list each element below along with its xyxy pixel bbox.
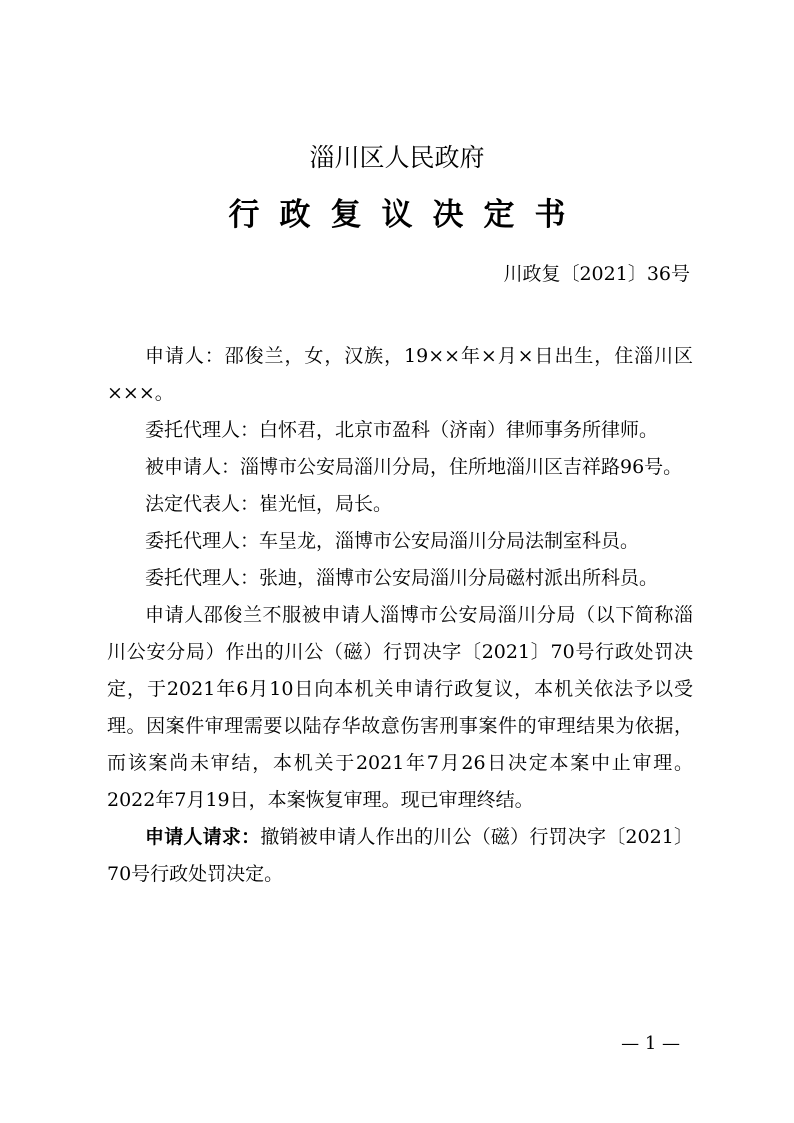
applicant-agent-paragraph: 委托代理人：白怀君，北京市盈科（济南）律师事务所律师。 — [145, 419, 659, 441]
document-number: 川政复〔2021〕36号 — [503, 263, 690, 285]
request-text: 撤销被申请人作出的川公（磁）行罚决字〔2021〕70号行政处罚决定。 — [107, 826, 693, 885]
document-title: 行政复议决定书 — [228, 197, 586, 233]
document-body — [107, 338, 693, 893]
request-paragraph — [107, 819, 693, 893]
legal-representative-paragraph: 法定代表人：崔光恒，局长。 — [145, 493, 393, 515]
organization-name: 淄川区人民政府 — [309, 143, 485, 172]
page-number: — 1 — — [621, 1033, 680, 1054]
respondent-agent-2-paragraph: 委托代理人：张迪，淄博市公安局淄川分局磁村派出所科员。 — [145, 567, 659, 589]
respondent-agent-1-paragraph: 委托代理人：车呈龙，淄博市公安局淄川分局法制室科员。 — [145, 530, 640, 552]
request-label: 申请人请求： — [145, 826, 261, 848]
respondent-paragraph: 被申请人：淄博市公安局淄川分局，住所地淄川区吉祥路96号。 — [145, 456, 683, 478]
applicant-paragraph: 申请人：邵俊兰，女，汉族，19××年×月×日出生，住淄川区×××。 — [107, 345, 693, 404]
case-background-paragraph: 申请人邵俊兰不服被申请人淄博市公安局淄川分局（以下简称淄川公安分局）作出的川公（磁）行罚决字〔2021〕70号行政处罚决定，于2021年6月10日向本机关申请行政复议，本机关依法予以受理。因案件审理需要以陆存华故意伤害刑事案件的审理结果为依据，而该案尚未审结，本机关于2021年7月26日决定本案中止审理。2022年7月19日，本案恢复审理。现已审理终结。 — [107, 604, 693, 811]
